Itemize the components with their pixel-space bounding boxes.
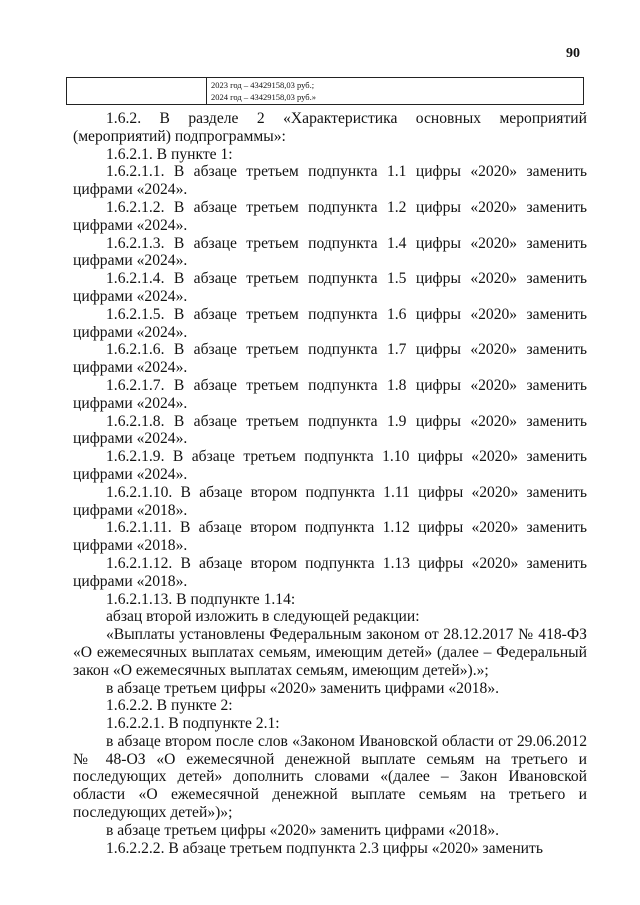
paragraph: абзац второй изложить в следующей редакции: (106, 608, 420, 626)
paragraph: 1.6.2.2.1. В подпункте 2.1: (106, 715, 280, 733)
paragraph: 1.6.2.1.12. В абзаце втором подпункта 1.13 цифры «2020» заменить цифрами «2018». (73, 554, 587, 590)
paragraph: 1.6.2.2.2. В абзаце третьем подпункта 2.3 цифры «2020» заменить (106, 839, 543, 857)
paragraph: 1.6.2.1.3. В абзаце третьем подпункта 1.4 цифры «2020» заменить цифрами «2024». (73, 234, 587, 270)
page-number: 90 (566, 46, 580, 61)
paragraph: 1.6.2. В разделе 2 «Характеристика основных мероприятий (мероприятий) подпрограммы»: (73, 110, 587, 145)
paragraph: в абзаце третьем цифры «2020» заменить цифрами «2018». (106, 679, 500, 697)
paragraph: 1.6.2.1.5. В абзаце третьем подпункта 1.6 цифры «2020» заменить цифрами «2024». (73, 305, 587, 341)
continuation-table (66, 77, 584, 105)
paragraph: 1.6.2.1.1. В абзаце третьем подпункта 1.1 цифры «2020» заменить цифрами «2024». (73, 163, 587, 199)
paragraph: в абзаце втором после слов «Законом Ивановской области от 29.06.2012 № 48-ОЗ «О ежемесячной денежной выплате семьям на третьего и последующих детей» дополнить словами «(далее – Закон Ивановской области «О ежемесячной денежной выплате семьям на третьего и последующих детей»)»; (73, 732, 587, 822)
paragraph: в абзаце третьем цифры «2020» заменить цифрами «2018». (106, 821, 500, 839)
paragraph: 1.6.2.1.9. В абзаце третьем подпункта 1.10 цифры «2020» заменить цифрами «2024». (73, 448, 587, 483)
paragraph: 1.6.2.1.8. В абзаце третьем подпункта 1.9 цифры «2020» заменить цифрами «2024». (73, 412, 587, 448)
paragraph: 1.6.2.1.7. В абзаце третьем подпункта 1.8 цифры «2020» заменить цифрами «2024». (73, 376, 587, 412)
paragraph: 1.6.2.1.4. В абзаце третьем подпункта 1.5 цифры «2020» заменить цифрами «2024». (73, 270, 587, 305)
paragraph: 1.6.2.1.11. В абзаце втором подпункта 1.12 цифры «2020» заменить цифрами «2018». (73, 519, 587, 555)
paragraph: 1.6.2.1.13. В подпункте 1.14: (106, 590, 296, 608)
paragraph: 1.6.2.2. В пункте 2: (106, 697, 233, 715)
paragraph: 1.6.2.1.10. В абзаце втором подпункта 1.11 цифры «2020» заменить цифрами «2018». (73, 483, 587, 519)
paragraph: 1.6.2.1.6. В абзаце третьем подпункта 1.7 цифры «2020» заменить цифрами «2024». (73, 341, 587, 377)
paragraph: 1.6.2.1. В пункте 1: (106, 145, 233, 163)
table-right-cell (207, 78, 583, 104)
paragraph: «Выплаты установлены Федеральным законом от 28.12.2017 № 418-ФЗ «О ежемесячных выплатах семьям, имеющим детей» (далее – Федеральный закон «О ежемесячных выплатах семьям, имеющим детей»).»; (73, 626, 587, 679)
table-line-2024: 2024 год – 43429158,03 руб.» (211, 92, 316, 102)
paragraph: 1.6.2.1.2. В абзаце третьем подпункта 1.2 цифры «2020» заменить цифрами «2024». (73, 198, 587, 234)
table-left-cell (67, 78, 207, 104)
document-body (73, 110, 587, 857)
table-line-2023: 2023 год – 43429158,03 руб.; (211, 80, 315, 90)
